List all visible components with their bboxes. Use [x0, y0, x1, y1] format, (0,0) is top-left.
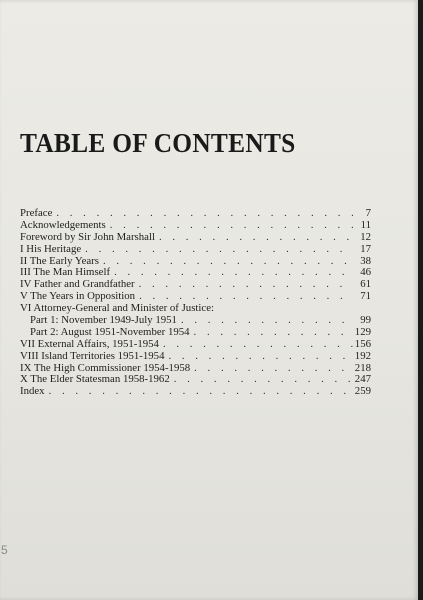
dot-leader: [159, 232, 353, 244]
toc-page-number: 71: [360, 290, 371, 303]
toc-page-number: 17: [360, 242, 371, 255]
toc-entry-foreword: [20, 232, 371, 244]
toc-page-number: 11: [360, 218, 371, 231]
toc-entry-acknowledgements: [20, 220, 371, 232]
toc-entry-index: [20, 386, 371, 398]
toc-entry-label: VIII Island Territories 1951-1954: [20, 349, 165, 362]
toc-entry-label: VI Attorney-General and Minister of Justice:: [20, 302, 214, 315]
dot-leader: [103, 256, 353, 268]
toc-entry-chapter-7: [20, 339, 371, 351]
toc-entry-label: X The Elder Statesman 1958-1962: [20, 373, 170, 386]
toc-entry-label: VII External Affairs, 1951-1954: [20, 337, 159, 350]
dot-leader: [114, 267, 353, 279]
dot-leader: [194, 327, 353, 339]
toc-page-number: 192: [354, 349, 371, 362]
dot-leader: [110, 220, 353, 232]
dot-leader: [168, 351, 352, 363]
toc-page-number: 129: [354, 325, 371, 338]
toc-page-number: 247: [354, 373, 371, 386]
dot-leader: [194, 363, 353, 375]
toc-entry-label: IX The High Commissioner 1954-1958: [20, 361, 191, 374]
dot-leader: [85, 244, 353, 256]
toc-entry-label: IV Father and Grandfather: [20, 278, 135, 291]
toc-page-number: 99: [360, 314, 371, 327]
table-of-contents: [20, 208, 371, 398]
toc-page-number: 38: [360, 254, 371, 267]
toc-entry-label: Part 2: August 1951-November 1954: [30, 325, 190, 338]
toc-entry-label: II The Early Years: [20, 254, 99, 267]
edge-mark: 5: [1, 543, 8, 557]
dot-leader: [49, 386, 353, 398]
toc-page-number: 46: [360, 266, 371, 279]
dot-leader: [174, 374, 353, 386]
dot-leader: [139, 279, 353, 291]
toc-entry-label: Acknowledgements: [20, 218, 106, 231]
page-title: TABLE OF CONTENTS: [20, 128, 296, 158]
toc-entry-label: I His Heritage: [20, 242, 82, 255]
toc-entry-label: III The Man Himself: [20, 266, 111, 279]
toc-entry-label: Part 1: November 1949-July 1951: [30, 314, 177, 327]
dot-leader: [181, 315, 353, 327]
toc-entry-label: Foreword by Sir John Marshall: [20, 230, 155, 243]
toc-page-number: 259: [354, 385, 371, 398]
toc-entry-chapter-8: [20, 351, 371, 363]
toc-entry-label: V The Years in Opposition: [20, 290, 136, 303]
toc-entry-label: Index: [20, 385, 45, 398]
toc-page-number: 7: [365, 207, 371, 219]
toc-entry-label: Preface: [20, 207, 53, 219]
dot-leader: [163, 339, 353, 351]
toc-entry-chapter-10: [20, 374, 371, 386]
toc-entry-chapter-1: [20, 244, 371, 256]
toc-entry-chapter-6-part-2: [20, 327, 371, 339]
toc-page-number: 61: [360, 278, 371, 291]
toc-page-number: 218: [354, 361, 371, 374]
toc-page-number: 156: [354, 337, 371, 350]
toc-page-number: 12: [360, 230, 371, 243]
